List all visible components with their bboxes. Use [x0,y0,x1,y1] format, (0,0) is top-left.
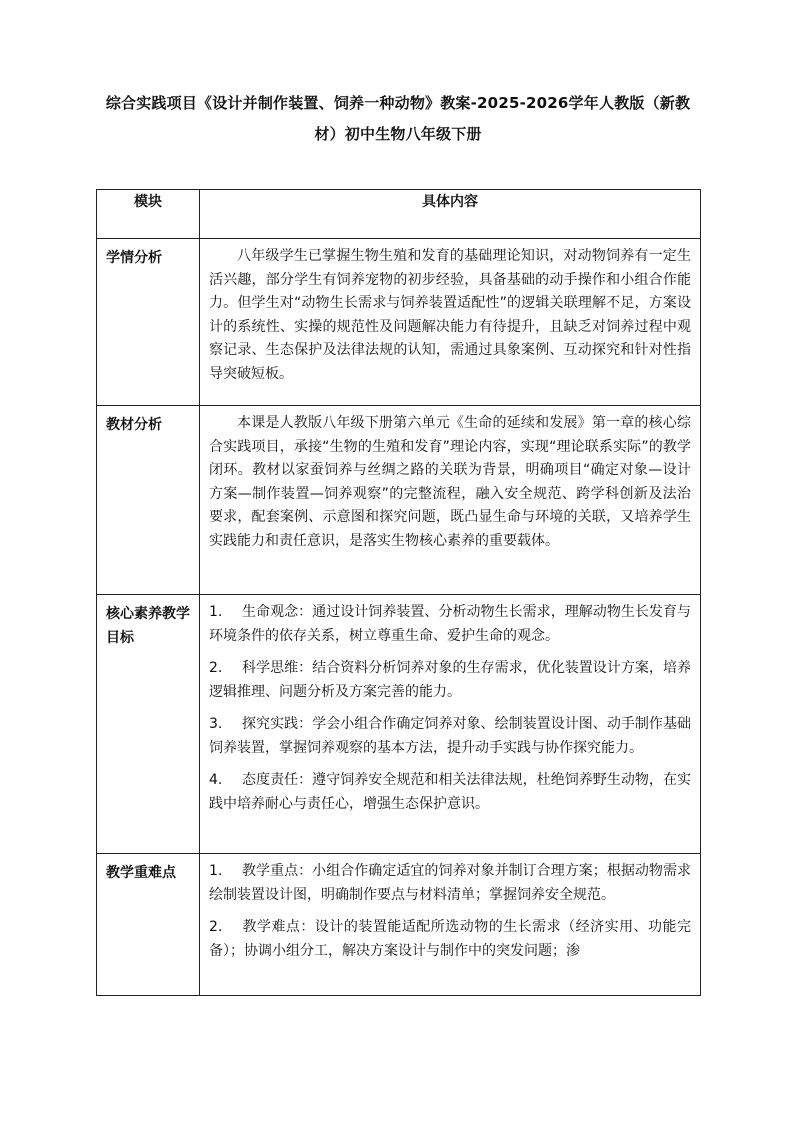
row-label: 学情分析 [97,239,200,406]
list-item [209,601,691,648]
row-content [200,406,701,595]
item-number: 4. [209,772,223,788]
list-item [209,916,691,963]
table-row [97,406,701,595]
list-item [209,713,691,760]
list-item [209,657,691,704]
item-text: 态度责任：遵守饲养安全规范和相关法律法规，杜绝饲养野生动物，在实践中培养耐心与责任心，增强生态保护意识。 [209,772,691,812]
table-row [97,595,701,854]
row-content [200,239,701,406]
row-label: 核心素养教学目标 [97,595,200,854]
item-text: 科学思维：结合资料分析饲养对象的生存需求，优化装置设计方案，培养逻辑推理、问题分析及方案完善的能力。 [209,660,691,700]
lesson-plan-table [96,189,701,996]
row-label: 教材分析 [97,406,200,595]
list-item [209,769,691,816]
document-title: 综合实践项目《设计并制作装置、饲养一种动物》教案-2025-2026学年人教版（新教材）初中生物八年级下册 [105,94,691,143]
item-number: 3. [209,716,223,732]
row-label: 教学重难点 [97,854,200,996]
list-item [209,860,691,907]
header-module: 模块 [97,190,200,239]
header-content: 具体内容 [200,190,701,239]
row-content [200,595,701,854]
paragraph: 八年级学生已掌握生物生殖和发育的基础理论知识，对动物饲养有一定生活兴趣，部分学生有饲养宠物的初步经验，具备基础的动手操作和小组合作能力。但学生对“动物生长需求与饲养装置适配性”的逻辑关联理解不足，方案设计的系统性、实操的规范性及问题解决能力有待提升，且缺乏对饲养过程中观察记录、生态保护及法律法规的认知，需通过具象案例、互动探究和针对性指导突破短板。 [209,248,691,382]
item-number: 1. [209,604,223,620]
item-number: 2. [209,660,223,676]
item-number: 2. [209,919,223,935]
item-text: 生命观念：通过设计饲养装置、分析动物生长需求，理解动物生长发育与环境条件的依存关系，树立尊重生命、爱护生命的观念。 [209,604,691,644]
item-text: 教学难点：设计的装置能适配所选动物的生长需求（经济实用、功能完备）；协调小组分工，解决方案设计与制作中的突发问题；渗 [209,919,691,959]
table-row [97,854,701,996]
row-content [200,854,701,996]
table-header-row [97,190,701,239]
paragraph: 本课是人教版八年级下册第六单元《生命的延续和发展》第一章的核心综合实践项目，承接“生物的生殖和发育”理论内容，实现“理论联系实际”的教学闭环。教材以家蚕饲养与丝绸之路的关联为背景，明确项目“确定对象—设计方案—制作装置—饲养观察”的完整流程，融入安全规范、跨学科创新及法治要求，配套案例、示意图和探究问题，既凸显生命与环境的关联，又培养学生实践能力和责任意识，是落实生物核心素养的重要载体。 [209,415,691,549]
item-number: 1. [209,863,223,879]
item-text: 教学重点：小组合作确定适宜的饲养对象并制订合理方案；根据动物需求绘制装置设计图，明确制作要点与材料清单；掌握饲养安全规范。 [209,863,691,903]
item-text: 探究实践：学会小组合作确定饲养对象、绘制装置设计图、动手制作基础饲养装置，掌握饲养观察的基本方法，提升动手实践与协作探究能力。 [209,716,691,756]
table-row [97,239,701,406]
